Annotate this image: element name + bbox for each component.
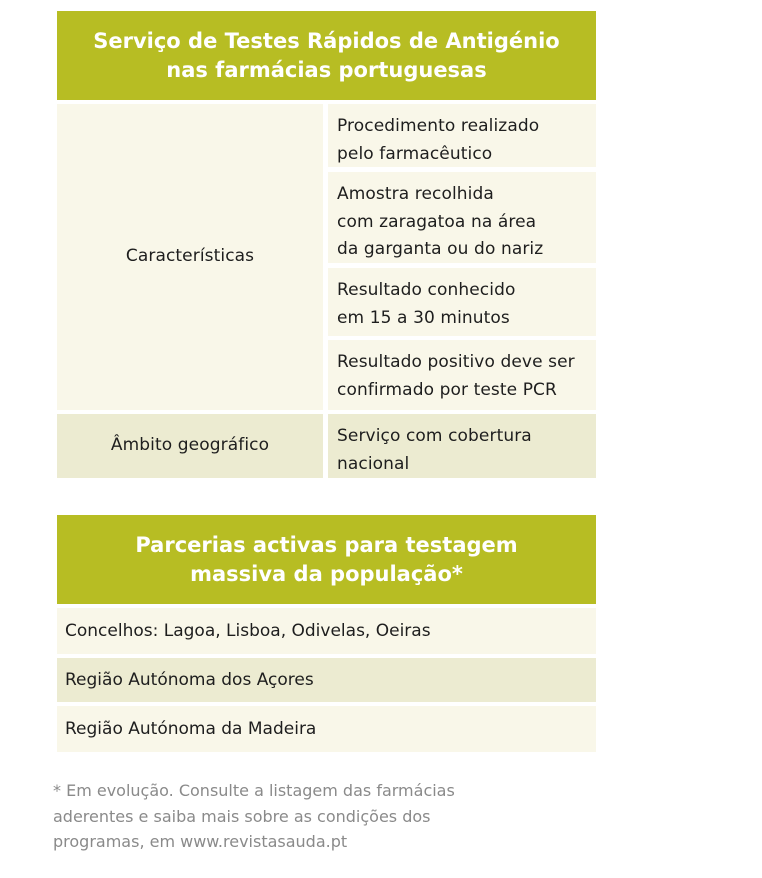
partnership-item: Concelhos: Lagoa, Lisboa, Odivelas, Oeiras [57,608,596,654]
feature-cell [328,414,596,478]
partnerships-table [57,515,596,754]
row-label-text: Características [125,246,255,267]
footnote [53,778,523,855]
feature-line: Resultado positivo deve ser [337,352,575,372]
row-label-ambito [57,414,323,478]
feature-cell [328,172,596,263]
partnership-item: Região Autónoma da Madeira [57,706,596,752]
service-table-title-line-2: nas farmácias portuguesas [166,57,487,82]
footnote-line: programas, em www.revistasauda.pt [53,832,348,851]
feature-line: Amostra recolhida [337,184,494,204]
feature-line: pelo farmacêutico [337,143,493,164]
service-table-body [57,100,596,478]
feature-cell [328,268,596,336]
partnerships-table-header [57,515,596,604]
service-table [57,11,596,478]
row-label-caracteristicas [57,104,323,410]
partnerships-title-line-1: Parcerias activas para testagem [135,532,518,557]
footnote-line: * Em evolução. Consulte a listagem das farmácias [53,781,455,800]
service-table-header [57,11,596,100]
feature-line: com zaragatoa na área [337,211,537,232]
feature-line: confirmado por teste PCR [337,379,557,400]
row-label-text: Âmbito geográfico [110,435,270,456]
feature-line: da garganta ou do nariz [337,239,544,259]
partnership-item: Região Autónoma dos Açores [57,658,596,702]
feature-line: Serviço com cobertura [337,426,532,446]
feature-line: em 15 a 30 minutos [337,307,510,328]
partnerships-list [57,604,596,754]
feature-line: nacional [337,453,410,474]
feature-line: Resultado conhecido [337,280,516,300]
footnote-line: aderentes e saiba mais sobre as condições dos [53,806,431,826]
feature-line: Procedimento realizado [337,116,540,136]
feature-cell [328,340,596,410]
service-table-title-line-1: Serviço de Testes Rápidos de Antigénio [93,28,560,53]
feature-cell [328,104,596,167]
partnerships-title-line-2: massiva da população* [190,561,463,586]
